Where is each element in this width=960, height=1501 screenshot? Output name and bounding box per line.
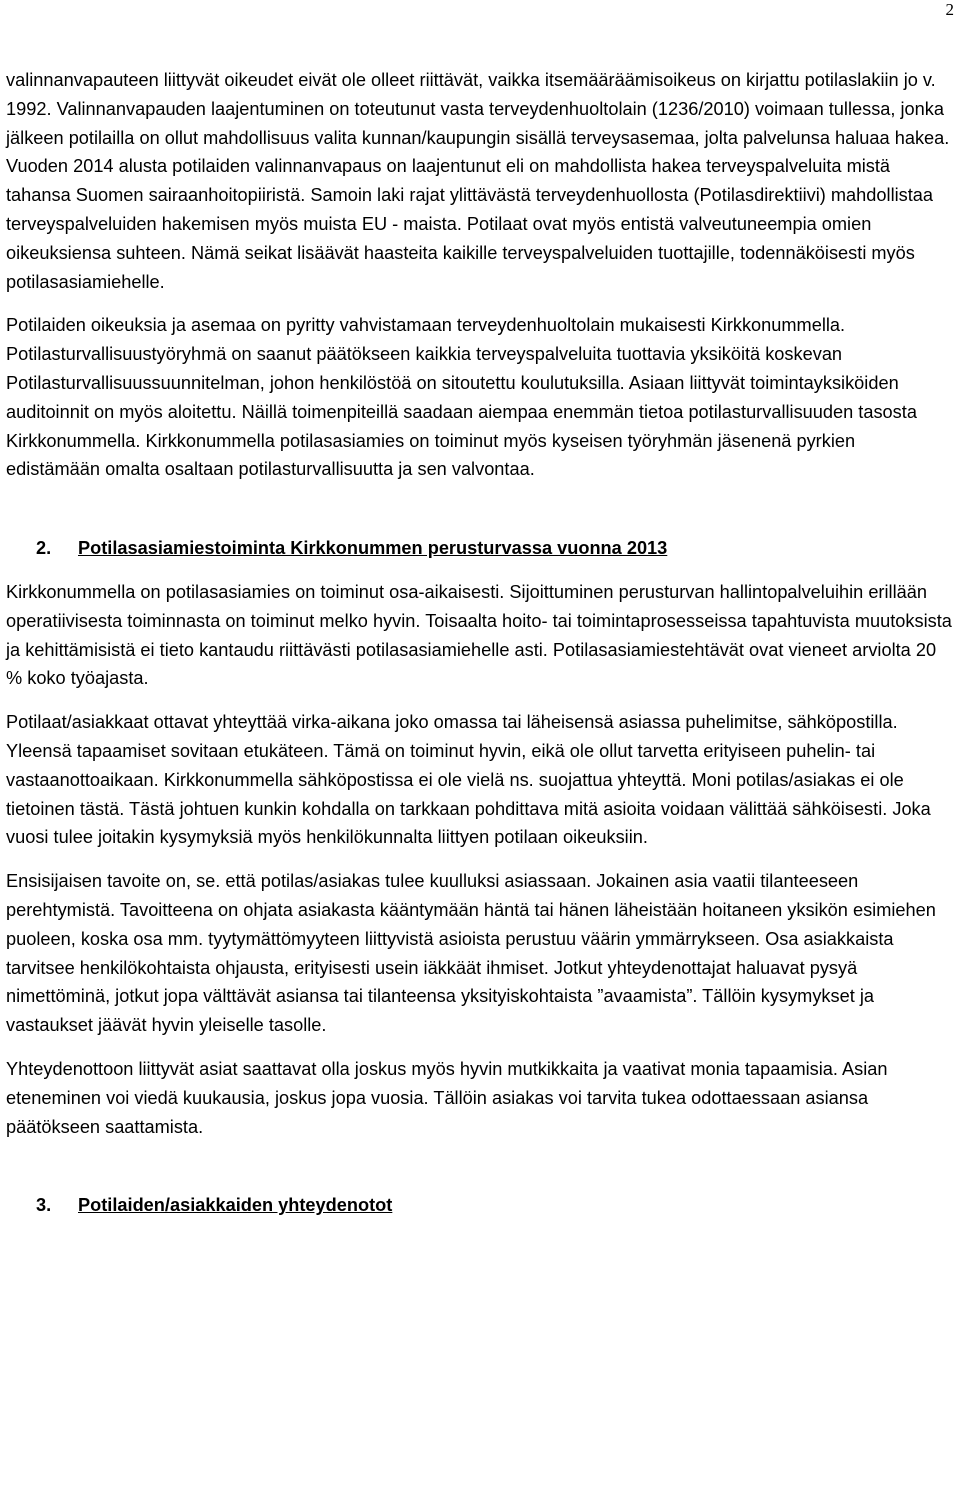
document-body bbox=[6, 66, 954, 1220]
section-title: Potilaiden/asiakkaiden yhteydenotot bbox=[78, 1195, 393, 1216]
paragraph-patient-rights: Potilaiden oikeuksia ja asemaa on pyritty vahvistamaan terveydenhuoltolain mukaisesti Kirkkonummella. Potilasturvallisuustyöryhmä on saanut päätökseen kaikkia terveyspalveluita tuottavia yksiköitä koskevan Potilasturvallisuussuunnitelman, johon henkilöstöä on sitoutettu koulutuksilla. Asiaan liittyvät toimintayksiköiden auditoinnit on myös aloitettu. Näillä toimenpiteillä saadaan aiempaa enemmän tietoa potilasturvallisuuden tasosta Kirkkonummella. Kirkkonummella potilasasiamies on toiminut myös kyseisen työryhmän jäsenenä pyrkien edistämään omalta osaltaan potilasturvallisuutta ja sen valvontaa. bbox=[6, 315, 917, 480]
section-heading-2 bbox=[6, 534, 954, 563]
paragraph-patient-choice: valinnanvapauteen liittyvät oikeudet eivät ole olleet riittävät, vaikka itsemääräämisoikeus on kirjattu potilaslakiin jo v. 1992. Valinnanvapauden laajentuminen on toteutunut vasta terveydenhuoltolain (1236/2010) voimaan tullessa, jonka jälkeen potilailla on ollut mahdollisuus valita kunnan/kaupungin sisällä terveysasemaa, jolta palvelunsa haluaa hakea. Vuoden 2014 alusta potilaiden valinnanvapaus on laajentunut eli on mahdollista hakea terveyspalveluita mistä tahansa Suomen sairaanhoitopiiristä. Samoin laki rajat ylittävästä terveydenhuollosta (Potilasdirektiivi) mahdollistaa terveyspalveluiden hakemisen myös muista EU - maista. Potilaat ovat myös entistä valveutuneempia omien oikeuksiensa suhteen. Nämä seikat lisäävät haasteita kaikille terveyspalveluiden tuottajille, todennäköisesti myös potilasasiamiehelle. bbox=[6, 70, 950, 292]
paragraph-goal: Ensisijaisen tavoite on, se. että potilas/asiakas tulee kuulluksi asiassaan. Jokainen asia vaatii tilanteeseen perehtymistä. Tavoitteena on ohjata asiakasta kääntymään häntä tai hänen läheistään hoitaneen yksikön esimiehen puoleen, koska osa mm. tyytymättömyyteen liittyvistä asioista perustuu väärin ymmärrykseen. Osa asiakkaista tarvitsee henkilökohtaista ohjausta, erityisesti usein iäkkäät ihmiset. Jotkut yhteydenottajat haluavat pysyä nimettöminä, jotkut jopa välttävät asiansa tai tilanteensa yksityiskohtaista ”avaamista”. Tällöin kysymykset ja vastaukset jäävät hyvin yleiselle tasolle. bbox=[6, 871, 936, 1036]
paragraph-contact: Potilaat/asiakkaat ottavat yhteyttää virka-aikana joko omassa tai läheisensä asiassa puhelimitse, sähköpostilla. Yleensä tapaamiset sovitaan etukäteen. Tämä on toiminut hyvin, eikä ole ollut tarvetta erityiseen puhelin- tai vastaanottoaikaan. Kirkkonummella sähköpostissa ei ole vielä ns. suojattua yhteyttä. Moni potilas/asiakas ei ole tietoinen tästä. Tästä johtuen kunkin kohdalla on tarkkaan pohdittava mitä asioita voidaan välittää sähköisesti. Joka vuosi tulee joitakin kysymyksiä myös henkilökunnalta liittyen potilaan oikeuksiin. bbox=[6, 712, 931, 848]
paragraph-complex-cases: Yhteydenottoon liittyvät asiat saattavat olla joskus myös hyvin mutkikkaita ja vaativat monia tapaamisia. Asian eteneminen voi viedä kuukausia, joskus jopa vuosia. Tällöin asiakas voi tarvita tukea odottaessaan asiansa päätökseen saattamista. bbox=[6, 1058, 888, 1137]
section-number: 2. bbox=[36, 538, 52, 559]
page-number: 2 bbox=[945, 0, 954, 19]
section-heading-3 bbox=[6, 1191, 954, 1220]
section-title: Potilasasiamiestoiminta Kirkkonummen perusturvassa vuonna 2013 bbox=[78, 538, 668, 559]
section-number: 3. bbox=[36, 1195, 52, 1216]
paragraph-part-time: Kirkkonummella on potilasasiamies on toiminut osa-aikaisesti. Sijoittuminen perusturvan hallintopalveluihin erillään operatiivisesta toiminnasta on toiminut melko hyvin. Toisaalta hoito- tai toimintaprosesseissa tapahtuvista muutoksista ja kehittämisistä ei tieto kantaudu riittävästi potilasasiamiehelle asti. Potilasasiamiestehtävät ovat vieneet arviolta 20 % koko työajasta. bbox=[6, 581, 952, 689]
